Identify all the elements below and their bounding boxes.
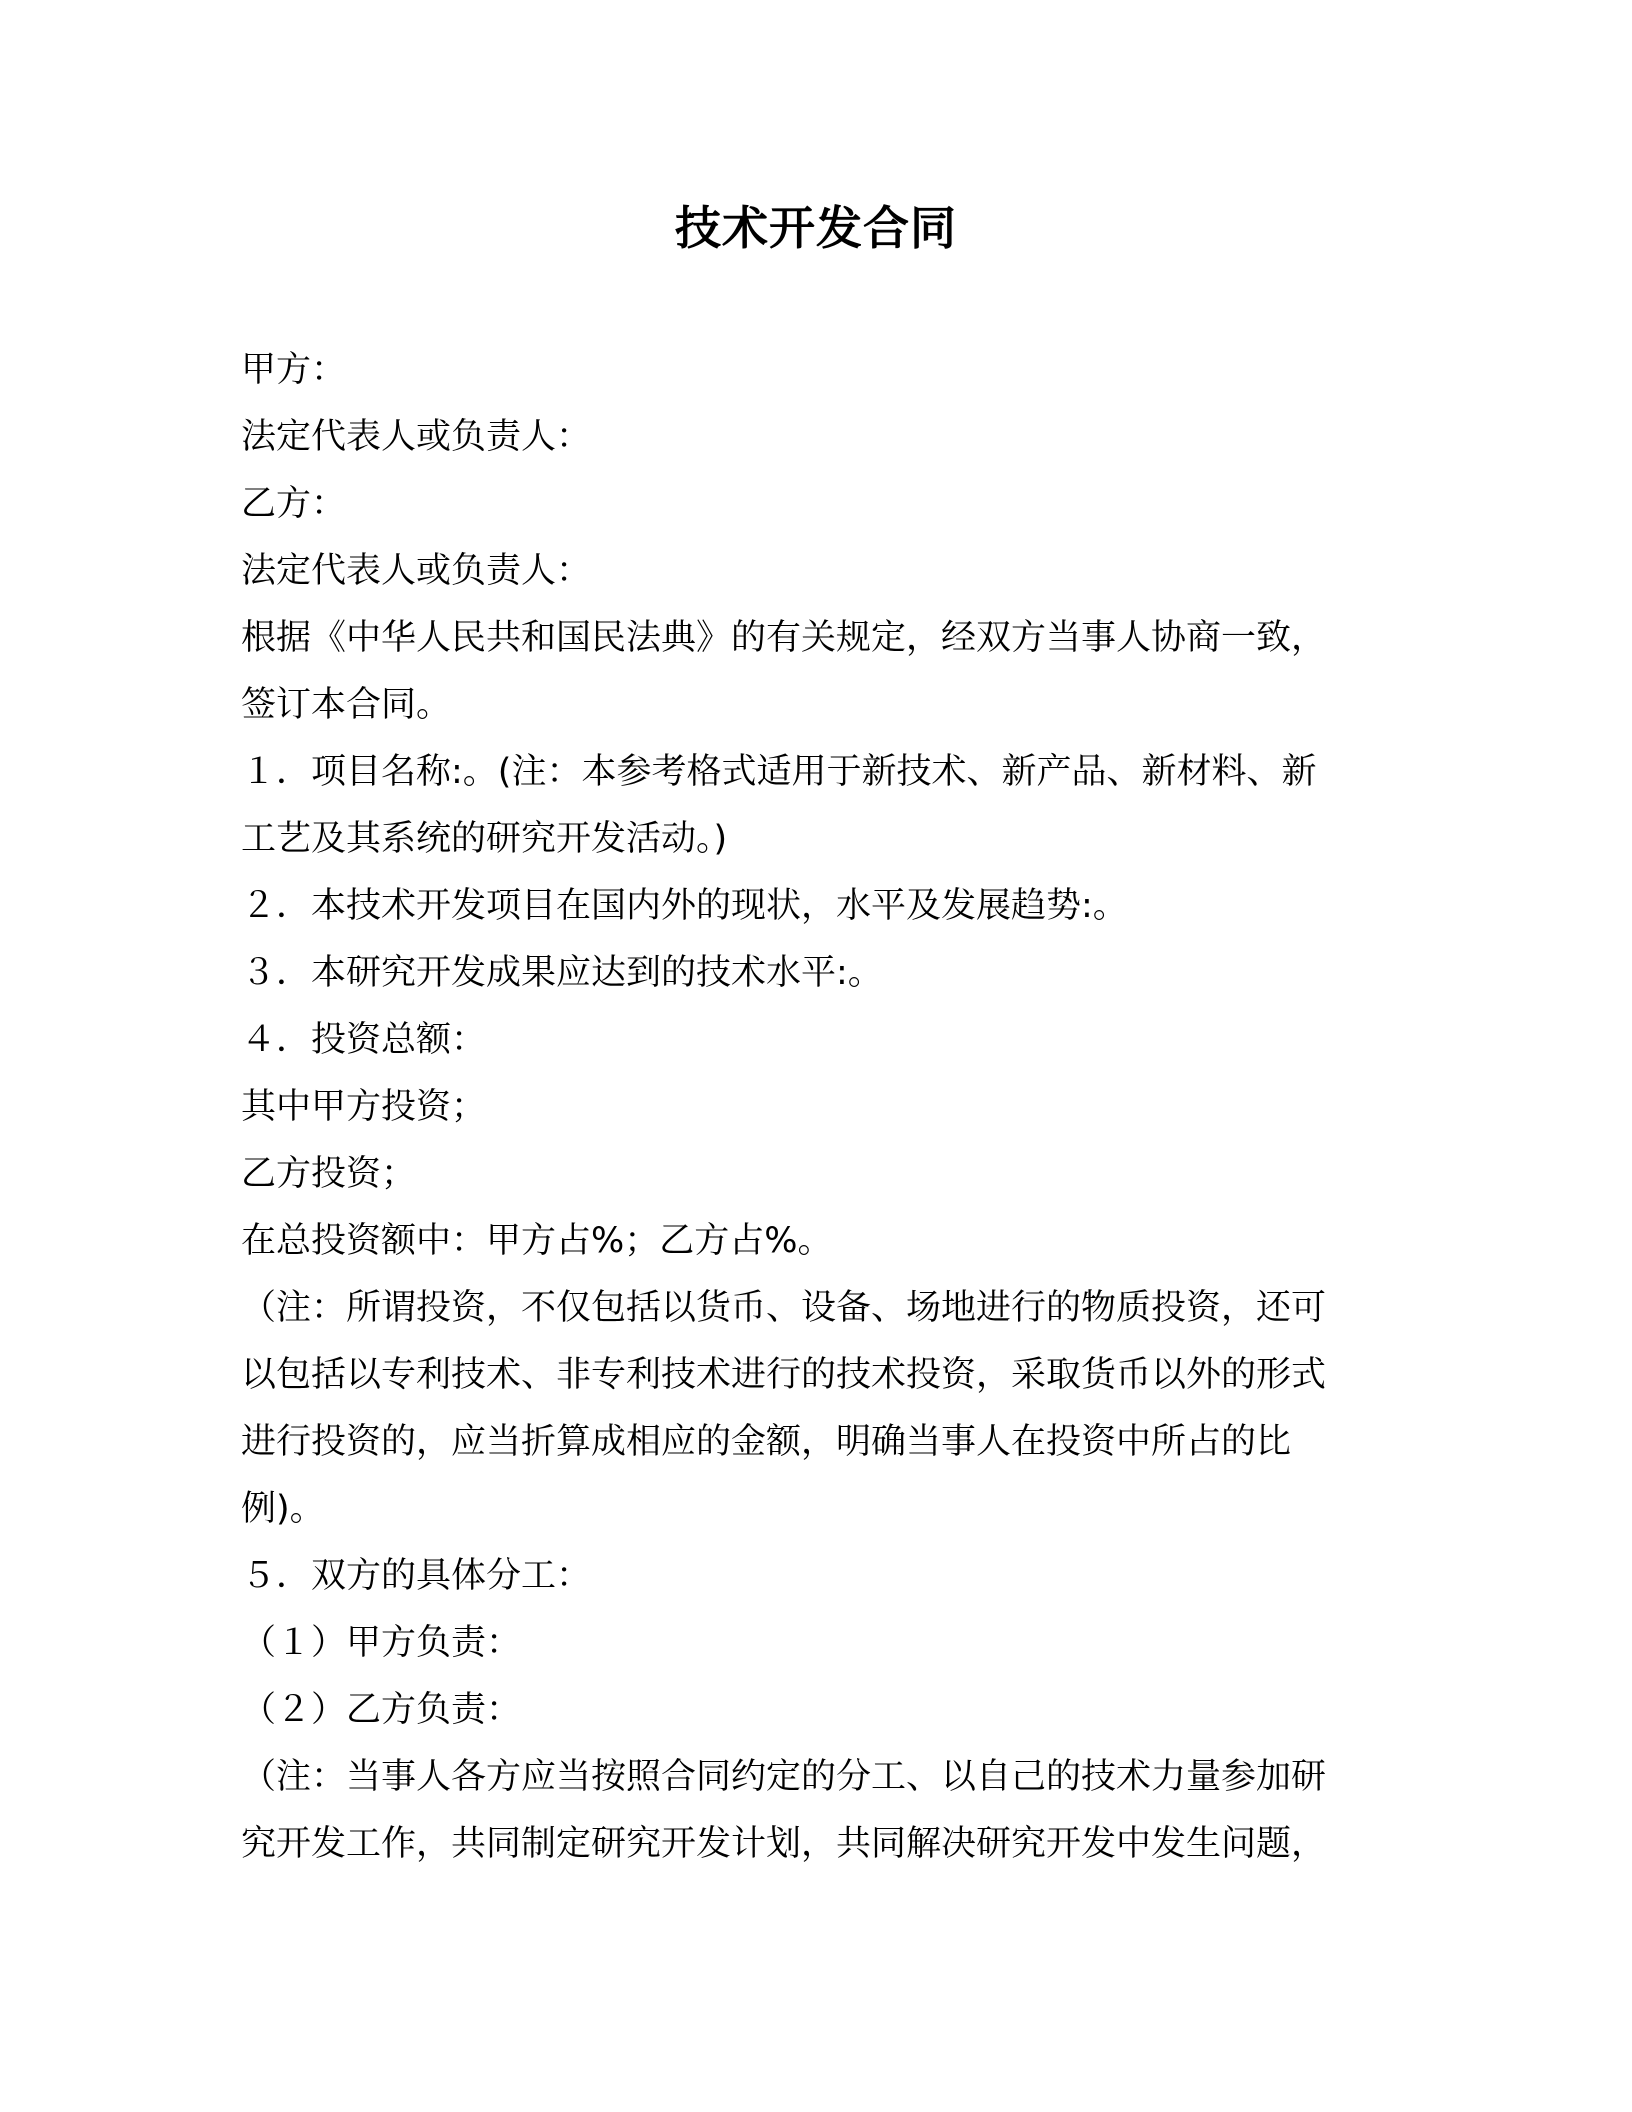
text-line: （２）乙方负责： <box>241 1690 522 1730</box>
document-title: 技术开发合同 <box>675 201 957 255</box>
text-line: 在总投资额中：甲方占%；乙方占%。 <box>241 1221 833 1261</box>
text-line: 其中甲方投资； <box>241 1087 487 1127</box>
text-line: １．项目名称:。(注：本参考格式适用于新技术、新产品、新材料、新 <box>241 752 1317 792</box>
text-line: ５．双方的具体分工： <box>241 1556 592 1596</box>
text-line: 究开发工作，共同制定研究开发计划，共同解决研究开发中发生问题， <box>241 1824 1327 1864</box>
text-line: ４．投资总额： <box>241 1020 487 1060</box>
text-line: 例)。 <box>241 1489 325 1529</box>
text-line: 进行投资的，应当折算成相应的金额，明确当事人在投资中所占的比 <box>241 1422 1292 1462</box>
text-line: ２．本技术开发项目在国内外的现状，水平及发展趋势:。 <box>241 886 1128 926</box>
document-body <box>241 337 1391 1878</box>
text-line: 法定代表人或负责人： <box>241 551 592 591</box>
text-line: 签订本合同。 <box>241 685 452 725</box>
text-line: 法定代表人或负责人： <box>241 417 592 457</box>
text-line: 甲方： <box>241 350 347 390</box>
text-line: 工艺及其系统的研究开发活动。) <box>241 819 728 859</box>
text-line: （注：所谓投资，不仅包括以货币、设备、场地进行的物质投资，还可 <box>241 1288 1327 1328</box>
text-line: 乙方： <box>241 484 347 524</box>
text-line: 乙方投资； <box>241 1154 417 1194</box>
text-line: （注：当事人各方应当按照合同约定的分工、以自己的技术力量参加研 <box>241 1757 1327 1797</box>
text-line: （１）甲方负责： <box>241 1623 522 1663</box>
text-line: ３．本研究开发成果应达到的技术水平:。 <box>241 953 883 993</box>
text-line: 根据《中华人民共和国民法典》的有关规定，经双方当事人协商一致， <box>241 618 1327 658</box>
text-line: 以包括以专利技术、非专利技术进行的技术投资，采取货币以外的形式 <box>241 1355 1327 1395</box>
